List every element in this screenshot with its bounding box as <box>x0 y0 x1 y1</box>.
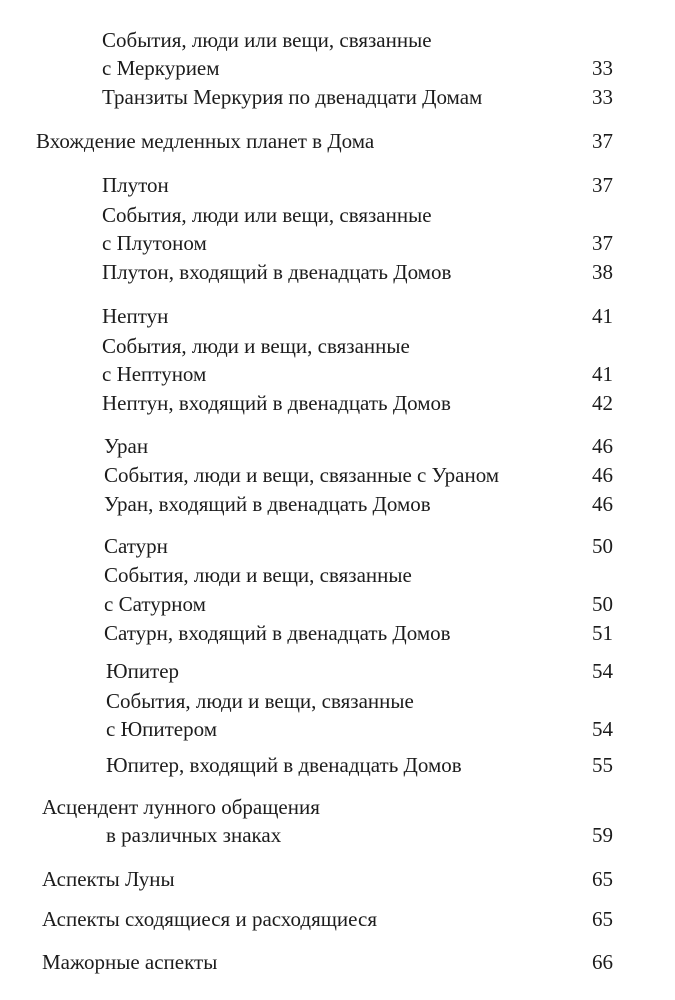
toc-entry-mercury-events-line2: с Меркурием <box>102 56 220 80</box>
toc-entry-uranus: Уран <box>104 434 149 458</box>
toc-page-number: 38 <box>592 260 613 284</box>
toc-section-ascendant-line2: в различных знаках <box>106 823 282 847</box>
toc-page-number: 51 <box>592 621 613 645</box>
toc-entry-jupiter-events-line2: с Юпитером <box>106 717 218 741</box>
toc-page-number: 37 <box>592 129 613 153</box>
toc-entry-jupiter-events-line1: События, люди и вещи, связанные <box>106 689 414 713</box>
toc-entry-uranus-houses: Уран, входящий в двенадцать Домов <box>104 492 431 516</box>
toc-section-major-aspects: Мажорные аспекты <box>42 950 218 974</box>
toc-page-number: 46 <box>592 463 613 487</box>
toc-page-number: 37 <box>592 173 613 197</box>
toc-page-number: 46 <box>592 434 613 458</box>
toc-page-number: 33 <box>592 85 613 109</box>
toc-section-applying-aspects: Аспекты сходящиеся и расходящиеся <box>42 907 377 931</box>
toc-page-number: 54 <box>592 659 613 683</box>
toc-page-number: 50 <box>592 592 613 616</box>
toc-page-number: 66 <box>592 950 613 974</box>
toc-entry-neptune: Нептун <box>102 304 169 328</box>
toc-entry-mercury-transits: Транзиты Меркурия по двенадцати Домам <box>102 85 483 109</box>
toc-entry-neptune-houses: Нептун, входящий в двенадцать Домов <box>102 391 451 415</box>
toc-entry-uranus-events: События, люди и вещи, связанные с Ураном <box>104 463 500 487</box>
toc-page-number: 65 <box>592 907 613 931</box>
toc-entry-mercury-events-line1: События, люди или вещи, связанные <box>102 28 432 52</box>
toc-page-number: 42 <box>592 391 613 415</box>
toc-page-number: 55 <box>592 753 613 777</box>
toc-entry-saturn-houses: Сатурн, входящий в двенадцать Домов <box>104 621 451 645</box>
toc-page-number: 65 <box>592 867 613 891</box>
toc-section-slow-planets: Вхождение медленных планет в Дома <box>36 129 375 153</box>
toc-entry-pluto-events-line1: События, люди или вещи, связанные <box>102 203 432 227</box>
toc-entry-saturn-events-line1: События, люди и вещи, связанные <box>104 563 412 587</box>
toc-entry-neptune-events-line1: События, люди и вещи, связанные <box>102 334 410 358</box>
toc-entry-jupiter-houses: Юпитер, входящий в двенадцать Домов <box>106 753 462 777</box>
toc-page-number: 41 <box>592 304 613 328</box>
toc-entry-pluto-houses: Плутон, входящий в двенадцать Домов <box>102 260 452 284</box>
toc-page-number: 46 <box>592 492 613 516</box>
toc-entry-pluto: Плутон <box>102 173 169 197</box>
toc-section-moon-aspects: Аспекты Луны <box>42 867 175 891</box>
toc-page-number: 33 <box>592 56 613 80</box>
toc-section-ascendant-line1: Асцендент лунного обращения <box>42 795 320 819</box>
toc-entry-saturn: Сатурн <box>104 534 168 558</box>
toc-page-number: 41 <box>592 362 613 386</box>
toc-page-number: 59 <box>592 823 613 847</box>
toc-entry-neptune-events-line2: с Нептуном <box>102 362 207 386</box>
toc-page-number: 37 <box>592 231 613 255</box>
toc-page-number: 50 <box>592 534 613 558</box>
toc-entry-saturn-events-line2: с Сатурном <box>104 592 206 616</box>
toc-entry-pluto-events-line2: с Плутоном <box>102 231 207 255</box>
toc-page-number: 54 <box>592 717 613 741</box>
toc-entry-jupiter: Юпитер <box>106 659 180 683</box>
